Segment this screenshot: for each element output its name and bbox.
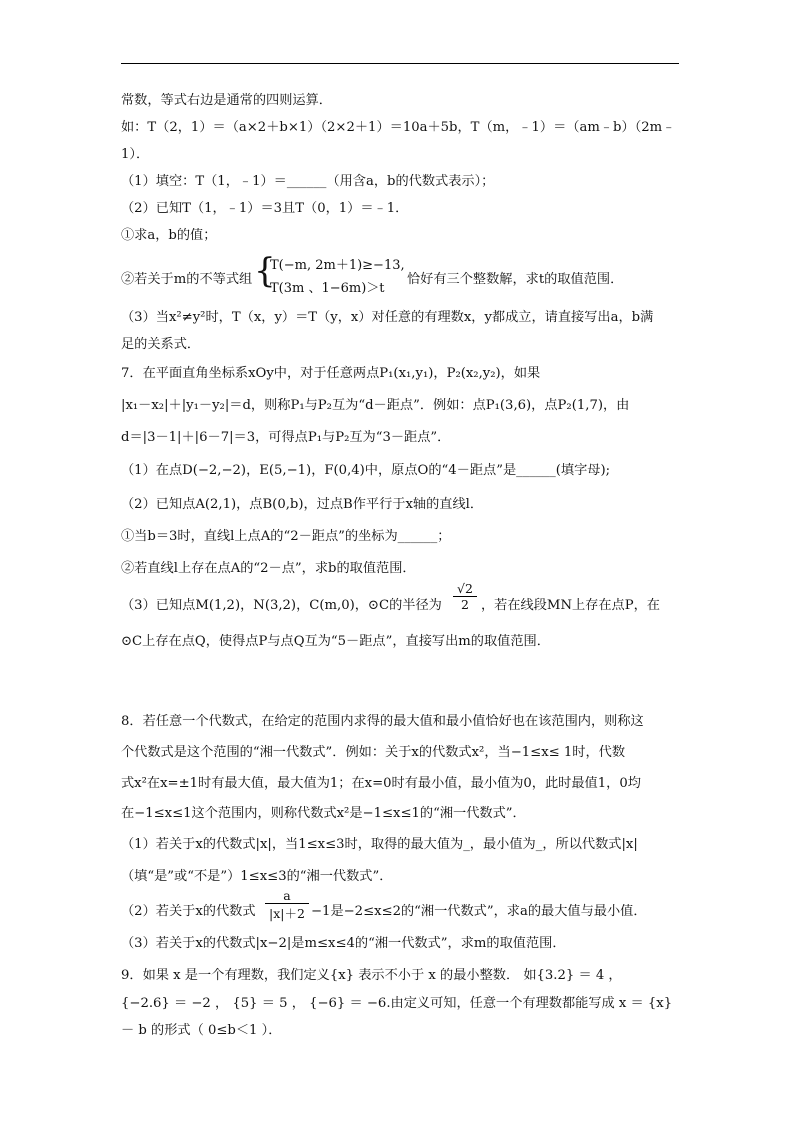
text-line: 足的关系式． [121, 337, 201, 352]
system-row-1: T(−m, 2m＋1)≥−13, [270, 258, 405, 273]
text-line: |x₁－x₂|＋|y₁－y₂|＝d，则称P₁与P₂互为“d－距点”．例如：点P₁(3,6)，点P₂(1,7)，由 [121, 398, 630, 413]
text-line: 9．如果 x 是一个有理数，我们定义{x} 表示不小于 x 的最小整数． 如{3.2} ＝ 4 ， [121, 968, 622, 983]
text-line: （1）若关于x的代数式|x|，当1≤x≤3时，取得的最大值为_，最小值为_，所以代数式|x| [121, 837, 638, 852]
header-rule [121, 63, 679, 64]
text-line: 7．在平面直角坐标系xOy中，对于任意两点P₁(x₁,y₁)，P₂(x₂,y₂)，如果 [121, 366, 541, 381]
text-line: （3）若关于x的代数式|x−2|是m≤x≤4的“湘一代数式”，求m的取值范围． [121, 936, 566, 951]
text-line: （3）当x²≠y²时，T（x，y）＝T（y，x）对任意的有理数x，y都成立，请直接写出a，b满 [121, 310, 654, 325]
text-line: （1）填空：T（1，﹣1）＝______（用含a，b的代数式表示）； [121, 174, 495, 189]
text-line: ①求a，b的值； [121, 228, 217, 243]
frac-prefix: （2）若关于x的代数式 [121, 904, 256, 919]
radius-fraction [453, 581, 477, 612]
text-line: ②若直线l上存在点A的“2－点”，求b的取值范围． [121, 561, 416, 576]
text-line: 在−1≤x≤1这个范围内，则称代数式x²是−1≤x≤1的“湘一代数式”． [121, 806, 526, 821]
system-prefix: ②若关于m的不等式组 [121, 272, 253, 287]
text-line: （填“是”或“不是”）1≤x≤3的“湘一代数式”． [121, 869, 393, 884]
text-line: （2）已知点A(2,1)，点B(0,b)，过点B作平行于x轴的直线l． [121, 497, 484, 512]
text-line: 1）． [121, 147, 150, 162]
system-suffix: 恰好有三个整数解，求t的取值范围． [407, 272, 624, 287]
fraction-denominator: 2 [453, 596, 477, 612]
text-line: － b 的形式（ 0≤b＜1 ）． [121, 1023, 282, 1038]
circle-suffix: ，若在线段MN上存在点P，在 [481, 598, 660, 613]
text-line: ⊙C上存在点Q，使得点P与点Q互为“5－距点”，直接写出m的取值范围． [121, 634, 550, 649]
left-brace: { [254, 251, 276, 291]
text-line: （2）已知T（1，﹣1）＝3且T（0，1）＝﹣1． [121, 201, 409, 216]
system-row-2: T(3m 、1−6m)＞t [270, 281, 385, 296]
circle-prefix: （3）已知点M(1,2)，N(3,2)，C(m,0)，⊙C的半径为 [121, 598, 442, 613]
fraction-denominator: |x|＋2 [265, 903, 309, 922]
fraction-numerator: a [283, 888, 291, 903]
text-line: 常数，等式右边是通常的四则运算． [121, 93, 332, 108]
text-line: ①当b＝3时，直线l上点A的“2－距点”的坐标为______； [121, 529, 451, 544]
frac-suffix: −1是−2≤x≤2的“湘一代数式”，求a的最大值与最小值． [311, 904, 647, 919]
fraction-numerator: √2 [457, 581, 473, 596]
expression-fraction [265, 888, 309, 922]
text-line: 式x²在x=±1时有最大值，最大值为1；在x=0时有最小值，最小值为0，此时最值1，0均 [121, 776, 641, 791]
text-line: 个代数式是这个范围的“湘一代数式”．例如：关于x的代数式x²，当−1≤x≤ 1时，代数 [121, 745, 626, 760]
text-line: 8．若任意一个代数式，在给定的范围内求得的最大值和最小值恰好也在该范围内，则称这 [121, 714, 644, 729]
text-line: 如：T（2，1）＝（a×2＋b×1）（2×2＋1）＝10a＋5b，T（m，﹣1）＝（am﹣b）（2m﹣ [121, 120, 676, 135]
text-line: d＝|3－1|＋|6－7|＝3，可得点P₁与P₂互为“3－距点”． [121, 430, 451, 445]
text-line: （1）在点D(−2,−2)，E(5,−1)，F(0,4)中，原点O的“4－距点”是______(填字母); [121, 463, 611, 478]
text-line: {−2.6} ＝ −2 ， {5} ＝ 5 ， {−6} ＝ −6.由定义可知，任意一个有理数都能写成 x ＝ {x} [121, 996, 673, 1011]
